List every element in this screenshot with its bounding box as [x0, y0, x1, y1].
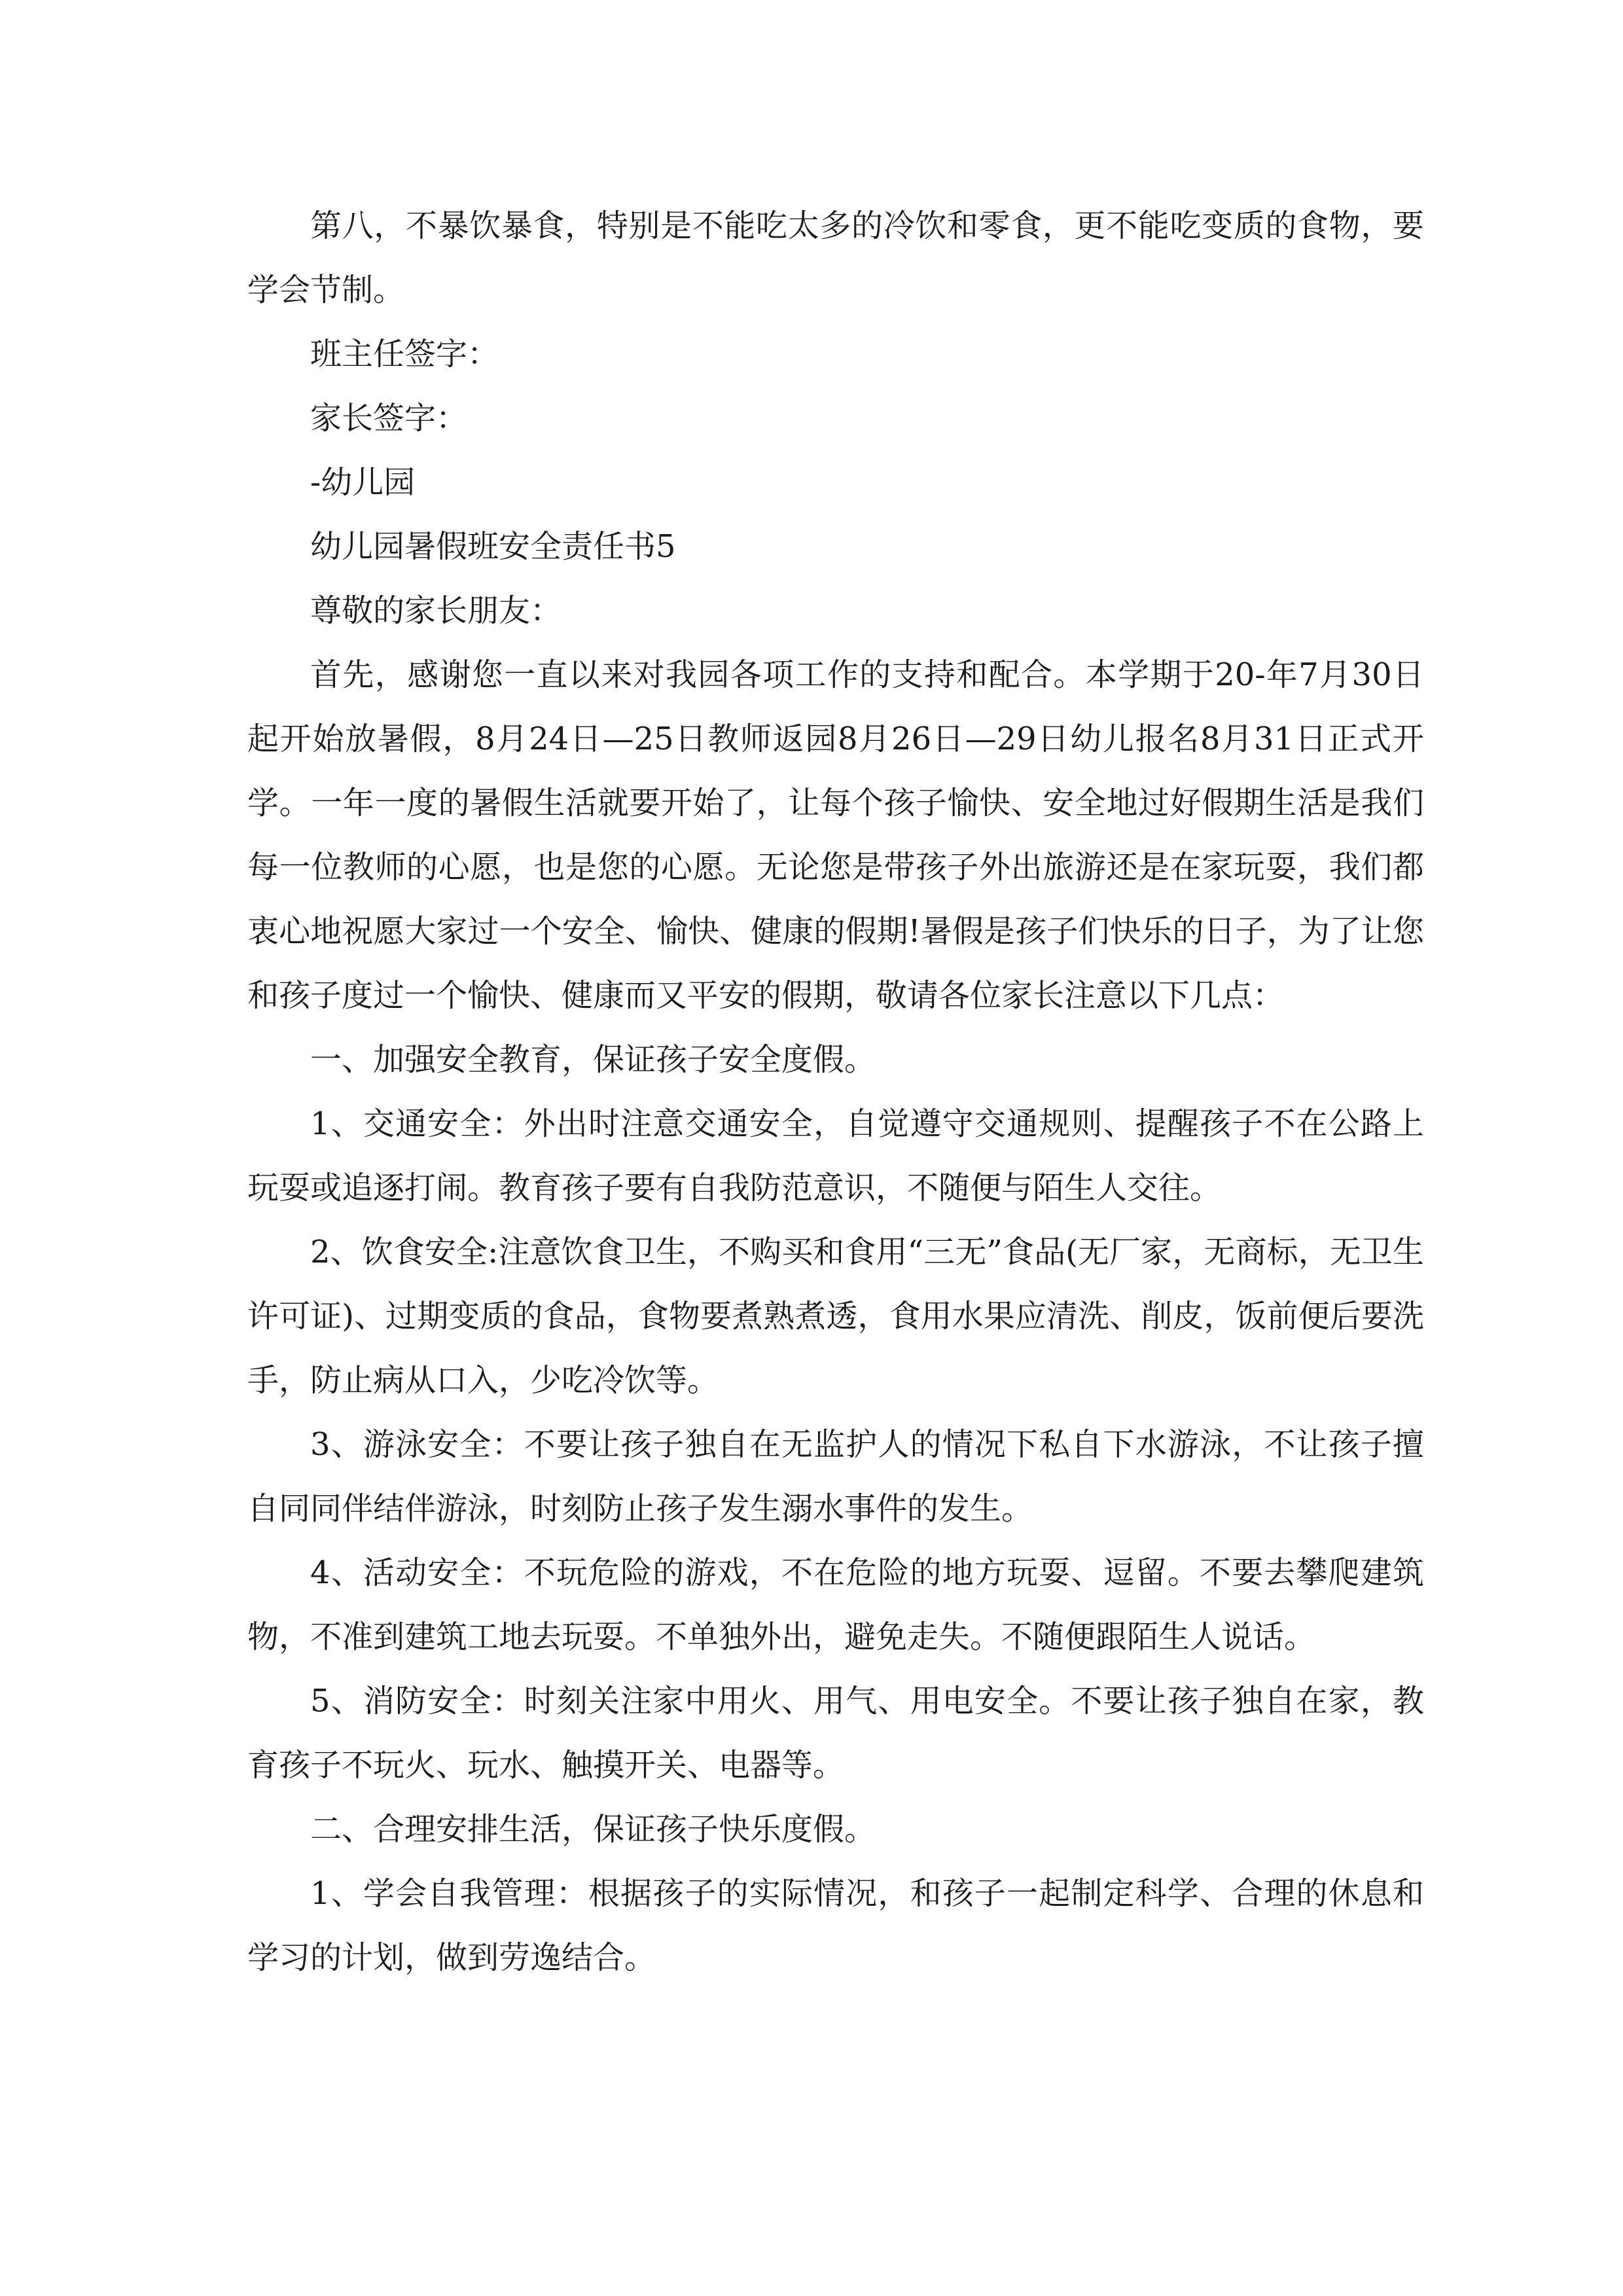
heading-safety-education: 一、加强安全教育，保证孩子安全度假。	[310, 1041, 876, 1078]
paragraph-introduction: 首先，感谢您一直以来对我园各项工作的支持和配合。本学期于20-年7月30日起开始放暑假，8月24日—25日教师返园8月26日—29日幼儿报名8月31日正式开学。一年一度的暑假生活就要开始了，让每个孩子愉快、安全地过好假期生活是我们每一位教师的心愿，也是您的心愿。无论您是带孩子外出旅游还是在家玩耍，我们都衷心地祝愿大家过一个安全、愉快、健康的假期!暑假是孩子们快乐的日子，为了让您和孩子度过一个愉快、健康而又平安的假期，敬请各位家长注意以下几点：	[247, 656, 1424, 1014]
paragraph-food-safety: 2、饮食安全:注意饮食卫生，不购买和食用“三无”食品(无厂家，无商标，无卫生许可证)、过期变质的食品，食物要煮熟煮透，食用水果应清洗、削皮，饭前便后要洗手，防止病从口入，少吃冷饮等。	[247, 1234, 1424, 1399]
paragraph-salutation: 尊敬的家长朋友：	[310, 592, 562, 629]
paragraph-traffic-safety: 1、交通安全：外出时注意交通安全，自觉遵守交通规则、提醒孩子不在公路上玩耍或追逐打闹。教育孩子要有自我防范意识，不随便与陌生人交往。	[247, 1105, 1424, 1206]
paragraph-swimming-safety: 3、游泳安全：不要让孩子独自在无监护人的情况下私自下水游泳，不让孩子擅自同同伴结伴游泳，时刻防止孩子发生溺水事件的发生。	[247, 1426, 1424, 1527]
paragraph-kindergarten: -幼儿园	[310, 464, 416, 501]
paragraph-self-management: 1、学会自我管理：根据孩子的实际情况，和孩子一起制定科学、合理的休息和学习的计划，做到劳逸结合。	[247, 1875, 1424, 1976]
paragraph-fire-safety: 5、消防安全：时刻关注家中用火、用气、用电安全。不要让孩子独自在家，教育孩子不玩火、玩水、触摸开关、电器等。	[247, 1683, 1424, 1784]
heading-life-arrangement: 二、合理安排生活，保证孩子快乐度假。	[310, 1811, 876, 1848]
paragraph-activity-safety: 4、活动安全：不玩危险的游戏，不在危险的地方玩耍、逗留。不要去攀爬建筑物，不准到建筑工地去玩耍。不单独外出，避免走失。不随便跟陌生人说话。	[247, 1554, 1424, 1655]
paragraph-teacher-signature: 班主任签字：	[310, 336, 499, 372]
document-body	[247, 194, 1424, 1990]
paragraph-parent-signature: 家长签字：	[310, 400, 468, 437]
document-section-title: 幼儿园暑假班安全责任书5	[310, 528, 676, 565]
paragraph-rule-eight: 第八，不暴饮暴食，特别是不能吃太多的冷饮和零食，更不能吃变质的食物，要学会节制。	[247, 207, 1424, 308]
